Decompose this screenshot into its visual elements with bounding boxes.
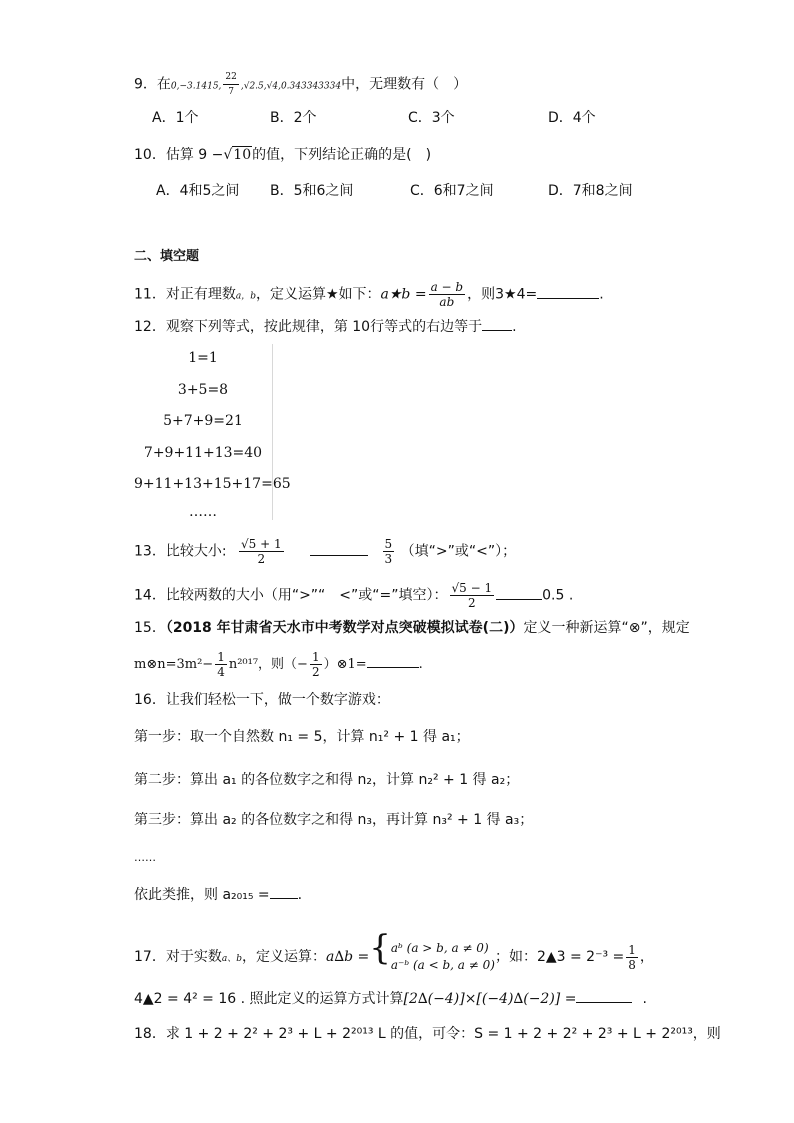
section-title: 二、填空题 bbox=[134, 249, 200, 264]
q9-option-c: C．3个 bbox=[408, 110, 455, 126]
pattern-row: 9+11+13+15+17=65 bbox=[134, 476, 291, 492]
q15-stem: 15．（2018 年甘肃省天水市中考数学对点突破模拟试卷(二)）定义一种新运算“⊗”，规定 bbox=[134, 620, 690, 636]
pattern-row: 3+5=8 bbox=[177, 382, 229, 398]
q10-option-a: A．4和5之间 bbox=[156, 183, 240, 199]
pattern-row: 1=1 bbox=[188, 350, 218, 366]
q9-option-d: D．4个 bbox=[548, 110, 596, 126]
q15-formula: m⊗n=3m²− $\frac{1}{4}$ n²⁰¹⁷，则（− $\frac{1}{2}$ ）⊗1= . bbox=[134, 650, 423, 679]
pattern-row: 5+7+9=21 bbox=[163, 413, 243, 429]
q16-step1: 第一步：取一个自然数 n₁ = 5，计算 n₁² + 1 得 a₁； bbox=[134, 729, 470, 745]
pattern-row: 7+9+11+13=40 bbox=[143, 445, 263, 461]
q13-fraction-left: $\frac{√5 + 1}{2}$ bbox=[240, 537, 282, 566]
q13-fraction-right: $\frac{5}{3}$ bbox=[384, 537, 393, 566]
q17-cases: aᵇ (a > b, a ≠ 0) a⁻ᵇ (a < b, a ≠ 0) bbox=[390, 941, 495, 972]
q16-conclusion: 依此类推，则 a₂₀₁₅ = . bbox=[134, 884, 302, 905]
brace-icon: { bbox=[369, 928, 391, 968]
q9-stem: 9．在0,−3.1415, $\frac{22}{7}$ ,√2.5,√4,0.343343334中，无理数有（ ） bbox=[134, 72, 468, 97]
q14-answer-blank[interactable] bbox=[496, 585, 542, 600]
q17-stem: 17．对于实数a、b，定义运算：a∆b ={ aᵇ (a > b, a ≠ 0) a⁻ᵇ (a < b, a ≠ 0) ；如：2▲3 = 2⁻³ = $\frac{1}{8}$ ， bbox=[134, 928, 654, 972]
q16-step3: 第三步：算出 a₂ 的各位数字之和得 n₃，再计算 n₃² + 1 得 a₃； bbox=[134, 812, 534, 828]
q13-answer-blank[interactable] bbox=[310, 541, 368, 556]
q11-stem: 11．对正有理数a，b，定义运算★如下：a★b = $\frac{a - b}{ab}$ ，则3★4= . bbox=[134, 280, 604, 309]
q12-stem: 12．观察下列等式，按此规律，第 10行等式的右边等于 . bbox=[134, 316, 517, 337]
q18-stem: 18．求 1 + 2 + 2² + 2³ + L + 2²⁰¹³ L 的值，可令：S = 1 + 2 + 2² + 2³ + L + 2²⁰¹³，则 bbox=[134, 1026, 721, 1042]
q11-fraction: $\frac{a - b}{ab}$ bbox=[430, 280, 464, 309]
q16-answer-blank[interactable] bbox=[270, 884, 298, 899]
q10-option-b: B．5和6之间 bbox=[270, 183, 354, 199]
pattern-row: …… bbox=[189, 504, 217, 520]
q14-fraction: $\frac{√5 - 1}{2}$ bbox=[451, 581, 493, 610]
q9-option-b: B．2个 bbox=[270, 110, 317, 126]
q16-intro: 16．让我们轻松一下，做一个数字游戏： bbox=[134, 692, 390, 708]
q10-option-c: C．6和7之间 bbox=[410, 183, 494, 199]
q17-answer-blank[interactable] bbox=[576, 988, 632, 1003]
q10-sqrt: √10 bbox=[223, 147, 252, 163]
q17-line2: 4▲2 = 4² = 16 . 照此定义的运算方式计算[2∆(−4)]×[(−4)∆(−2)] = . bbox=[134, 988, 647, 1009]
q12-pattern-table bbox=[134, 344, 291, 520]
q9-option-a: A．1个 bbox=[152, 110, 199, 126]
q13-stem: 13．比较大小: $\frac{√5 + 1}{2}$ $\frac{5}{3}$ （填“>”或“<”）； bbox=[134, 537, 517, 566]
q16-step2: 第二步：算出 a₁ 的各位数字之和得 n₂，计算 n₂² + 1 得 a₂； bbox=[134, 772, 520, 788]
q10-option-d: D．7和8之间 bbox=[548, 183, 633, 199]
q10-stem: 10．估算 9 −√10的值，下列结论正确的是( ) bbox=[134, 147, 432, 163]
q12-answer-blank[interactable] bbox=[482, 316, 512, 331]
q9-fraction: $\frac{22}{7}$ bbox=[225, 72, 237, 97]
q14-stem: 14．比较两数的大小（用“>”“ <”或“=”填空）： $\frac{√5 - 1}{2}$ 0.5 . bbox=[134, 581, 574, 610]
q15-answer-blank[interactable] bbox=[367, 653, 419, 668]
q16-ellipsis: …… bbox=[134, 851, 156, 864]
q11-answer-blank[interactable] bbox=[537, 284, 599, 299]
